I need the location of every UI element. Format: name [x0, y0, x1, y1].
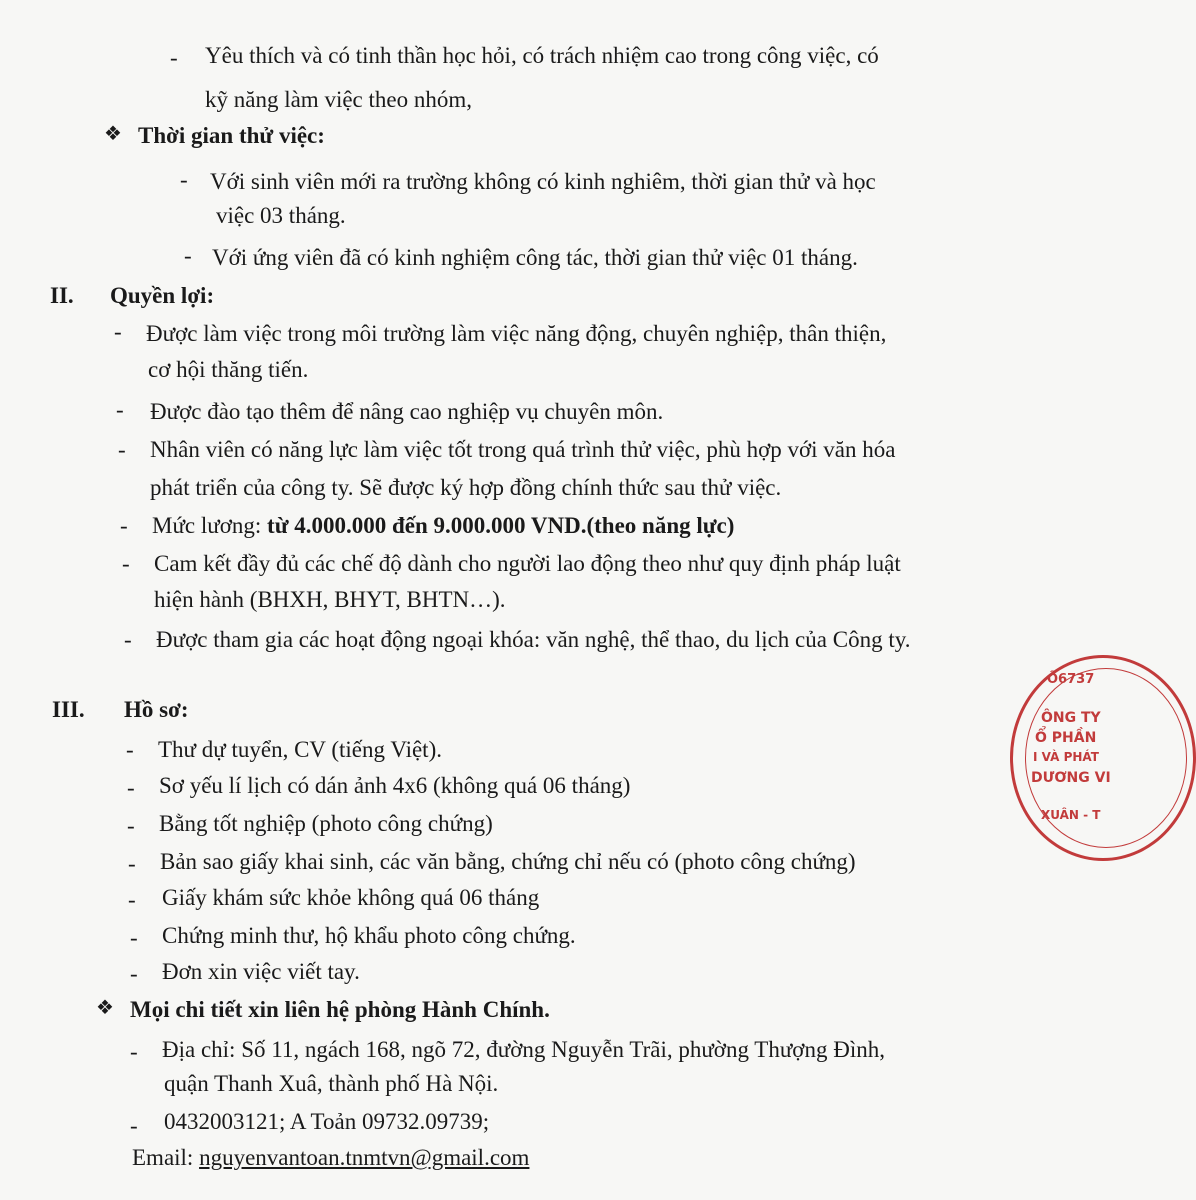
- list-dash: -: [116, 397, 124, 422]
- probation-item1-line2: việc 03 tháng.: [216, 203, 346, 228]
- document-item: Chứng minh thư, hộ khẩu photo công chứng.: [162, 923, 576, 948]
- list-dash: -: [130, 1113, 138, 1138]
- section-number-documents: III.: [52, 697, 85, 722]
- stamp-line: Ổ PHẦN: [1035, 730, 1097, 746]
- contact-email-row: [132, 1144, 529, 1172]
- contact-heading: Mọi chi tiết xin liên hệ phòng Hành Chính.: [130, 997, 550, 1022]
- diamond-bullet-icon: ❖: [96, 997, 114, 1019]
- list-dash: -: [130, 961, 138, 986]
- benefit-item1-line2: cơ hội thăng tiến.: [148, 357, 309, 382]
- company-stamp: [1010, 655, 1196, 861]
- document-item: Bản sao giấy khai sinh, các văn bằng, chứng chỉ nếu có (photo công chứng): [160, 849, 856, 874]
- list-dash: -: [130, 1039, 138, 1064]
- list-dash: -: [184, 243, 192, 268]
- email-label: Email:: [132, 1145, 200, 1170]
- benefit-item3-line1: Nhân viên có năng lực làm việc tốt trong quá trình thử việc, phù hợp với văn hóa: [150, 437, 896, 462]
- list-dash: -: [118, 437, 126, 462]
- benefit-item3-line2: phát triển của công ty. Sẽ được ký hợp đồng chính thức sau thử việc.: [150, 475, 782, 500]
- contact-phone: 0432003121; A Toản 09732.09739;: [164, 1109, 490, 1134]
- benefit-item6: Được tham gia các hoạt động ngoại khóa: văn nghệ, thể thao, du lịch của Công ty.: [156, 627, 911, 652]
- requirement-item-line2: kỹ năng làm việc theo nhóm,: [205, 87, 472, 112]
- benefit-item5-line2: hiện hành (BHXH, BHYT, BHTN…).: [154, 587, 506, 612]
- requirement-item-line1: Yêu thích và có tinh thần học hỏi, có trách nhiệm cao trong công việc, có: [205, 43, 879, 68]
- document-item: Thư dự tuyển, CV (tiếng Việt).: [158, 737, 442, 762]
- stamp-number: Ô6737: [1047, 672, 1095, 687]
- documents-heading: Hồ sơ:: [124, 697, 189, 722]
- diamond-bullet-icon: ❖: [104, 123, 122, 145]
- document-item: Sơ yếu lí lịch có dán ảnh 4x6 (không quá 06 tháng): [159, 773, 631, 798]
- section-number-benefits: II.: [50, 283, 74, 308]
- stamp-line: XUÂN - T: [1041, 808, 1101, 822]
- list-dash: -: [126, 737, 134, 762]
- benefit-item4: [152, 512, 734, 540]
- benefits-heading: Quyền lợi:: [110, 283, 215, 308]
- stamp-line: I VÀ PHÁT: [1033, 750, 1099, 764]
- list-dash: -: [122, 551, 130, 576]
- contact-address-line1: Địa chỉ: Số 11, ngách 168, ngõ 72, đường Nguyễn Trãi, phường Thượng Đình,: [162, 1037, 885, 1062]
- document-item: Giấy khám sức khỏe không quá 06 tháng: [162, 885, 540, 910]
- list-dash: -: [124, 627, 132, 652]
- benefit-item1-line1: Được làm việc trong môi trường làm việc năng động, chuyên nghiệp, thân thiện,: [146, 321, 887, 346]
- list-dash: -: [114, 319, 122, 344]
- salary-label: Mức lương:: [152, 513, 268, 538]
- probation-item2: Với ứng viên đã có kinh nghiệm công tác, thời gian thử việc 01 tháng.: [212, 245, 858, 270]
- list-dash: -: [180, 167, 188, 192]
- benefit-item5-line1: Cam kết đầy đủ các chế độ dành cho người lao động theo như quy định pháp luật: [154, 551, 901, 576]
- list-dash: -: [128, 887, 136, 912]
- email-link[interactable]: nguyenvantoan.tnmtvn@gmail.com: [199, 1145, 530, 1170]
- stamp-line: DƯƠNG VI: [1031, 770, 1111, 786]
- probation-item1-line1: Với sinh viên mới ra trường không có kinh nghiêm, thời gian thử và học: [210, 169, 876, 194]
- list-dash: -: [127, 813, 135, 838]
- benefit-item2: Được đào tạo thêm để nâng cao nghiệp vụ chuyên môn.: [150, 399, 664, 424]
- document-item: Đơn xin việc viết tay.: [162, 959, 360, 984]
- list-dash: -: [170, 45, 178, 70]
- list-dash: -: [120, 513, 128, 538]
- list-dash: -: [127, 775, 135, 800]
- salary-value: từ 4.000.000 đến 9.000.000 VND.(theo năng lực): [267, 513, 735, 538]
- contact-address-line2: quận Thanh Xuâ, thành phố Hà Nội.: [164, 1071, 499, 1096]
- probation-heading: Thời gian thử việc:: [138, 123, 325, 148]
- list-dash: -: [128, 851, 136, 876]
- list-dash: -: [130, 925, 138, 950]
- stamp-line: ÔNG TY: [1041, 710, 1101, 726]
- document-item: Bằng tốt nghiệp (photo công chứng): [159, 811, 493, 836]
